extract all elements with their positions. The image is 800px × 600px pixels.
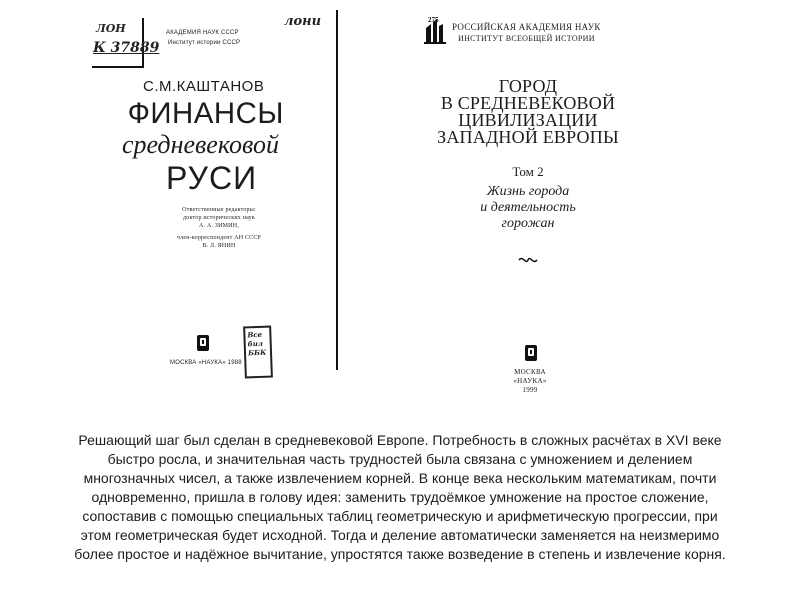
title-block [430, 78, 626, 146]
editors-line: А. А. ЗИМИН, [199, 223, 239, 229]
left-book-cover-scan [0, 0, 400, 420]
title-line: ЦИВИЛИЗАЦИИ [458, 110, 598, 130]
editors-line: доктор исторических наук [183, 215, 255, 221]
stamp-handwriting-1: ЛОН [96, 22, 126, 35]
imprint: МОСКВА «НАУКА» 1988 [170, 360, 242, 366]
title-line: В СРЕДНЕВЕКОВОЙ [440, 93, 616, 113]
stamp-handwriting-3: лони [284, 14, 322, 29]
caption-line: одновременно, пришла в голову идея: заменить трудоёмкое умножение на простое сложение, [91, 489, 709, 505]
stamp-text: ББК [247, 347, 267, 358]
right-book-cover-scan [400, 0, 800, 420]
editors-line: В. Л. ЯНИН [202, 243, 236, 249]
publisher-line-1: АКАДЕМИЯ НАУК СССР [166, 30, 239, 36]
ornament-icon [518, 252, 538, 270]
imprint-line: 1999 [522, 386, 538, 394]
stamp-handwriting-2: К 37889 [93, 40, 160, 56]
caption-line: быстро росла, и значительная часть трудностей была связана с умножением и делением [107, 451, 693, 467]
subtitle-block [430, 184, 626, 232]
stamp-text: бил [247, 338, 264, 349]
title-line: ЗАПАДНОЙ ЕВРОПЫ [437, 127, 619, 147]
subtitle-line: Жизнь города [486, 184, 570, 199]
inventory-stamp [243, 326, 273, 379]
caption-line: Решающий шаг был сделан в средневековой Европе. Потребность в сложных расчётах в XVI веке [78, 432, 722, 448]
caption-line: более простое и надёжное вычитание, упростятся также возведение в степень и извлечение корня. [74, 546, 726, 562]
subtitle-line: и деятельность [480, 200, 576, 215]
anniversary-badge: 275 [428, 16, 439, 24]
editors-line: Ответственные редакторы: [182, 207, 256, 213]
editors-line: член-корреспондент АН СССР [176, 235, 262, 241]
caption-line: сопоставив с помощью специальных таблиц геометрическую и арифметическую прогрессии, при [82, 508, 718, 524]
editors-block [164, 206, 274, 250]
imprint-block [490, 368, 570, 395]
publisher-line-1: РОССИЙСКАЯ АКАДЕМИЯ НАУК [452, 22, 601, 32]
volume-label: Том 2 [512, 164, 544, 179]
caption-line: этом геометрическая будет исходной. Тогда и деление автоматически заменяется на неизмеримо [80, 527, 720, 543]
publisher-line-2: ИНСТИТУТ ВСЕОБЩЕЙ ИСТОРИИ [458, 34, 595, 43]
publisher-line-2: Институт истории СССР [168, 40, 241, 46]
page-edge-line [336, 10, 338, 370]
subtitle-line: горожан [501, 216, 555, 231]
imprint-line: «НАУКА» [513, 377, 547, 385]
caption-line: многозначных чисел, а также извлечением корней. В конце века нескольким математикам, почти [83, 470, 717, 486]
title-line-3: РУСИ [166, 160, 258, 196]
author-name: С.М.КАШТАНОВ [143, 78, 265, 95]
nauka-logo-icon [524, 344, 538, 367]
title-line-2: средневековой [122, 130, 279, 159]
title-line-1: ФИНАНСЫ [127, 97, 284, 130]
nauka-logo-icon [196, 334, 210, 357]
imprint-line: МОСКВА [514, 368, 546, 376]
caption-paragraph [6, 431, 794, 564]
title-line: ГОРОД [498, 76, 558, 96]
stamp-text: Все [247, 329, 263, 340]
